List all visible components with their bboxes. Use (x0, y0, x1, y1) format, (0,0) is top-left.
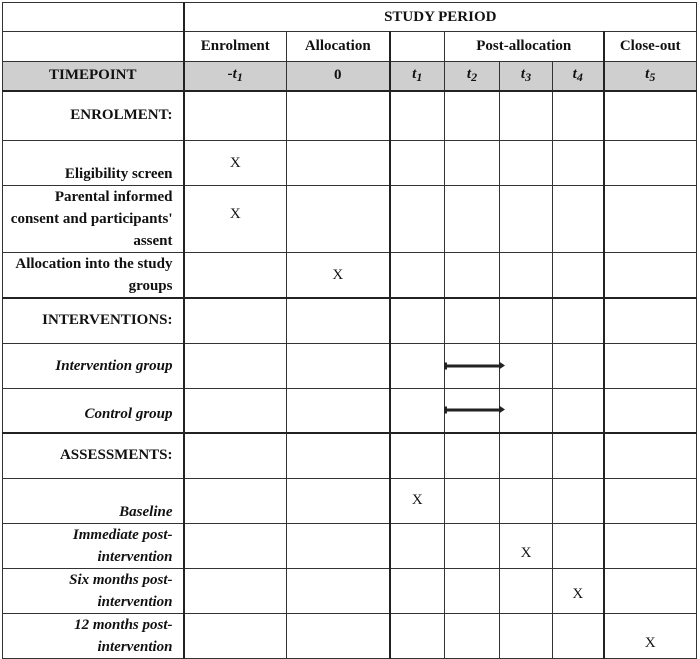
immediate-mark: X (500, 523, 553, 568)
consent-row (3, 186, 697, 253)
intervention-group-label: Intervention group (3, 343, 184, 388)
study-period-header: STUDY PERIOD (184, 3, 697, 32)
six-months-row (3, 568, 697, 613)
section-enrolment: ENROLMENT: (3, 91, 184, 141)
consent-mark: X (184, 186, 287, 253)
phase-header-row (3, 32, 697, 62)
allocation-groups-row (3, 253, 697, 299)
control-group-label: Control group (3, 388, 184, 433)
baseline-mark: X (390, 478, 445, 523)
baseline-label: Baseline (3, 478, 184, 523)
baseline-row (3, 478, 697, 523)
timepoint-label: TIMEPOINT (3, 62, 184, 91)
six-months-mark: X (553, 568, 604, 613)
six-months-label: Six months post-intervention (3, 568, 184, 613)
allocation-header: Allocation (287, 32, 390, 62)
timepoint-t5: $t_5$ (604, 62, 697, 91)
intervention-group-row (3, 343, 697, 388)
spirit-schedule-table (2, 2, 697, 659)
timepoint-allocation: 0 (287, 62, 390, 91)
section-interventions: INTERVENTIONS: (3, 298, 184, 343)
twelve-months-row (3, 613, 697, 658)
consent-label: Parental informed consent and participants' assent (3, 186, 184, 253)
post-allocation-header: Post-allocation (445, 32, 604, 62)
timepoint-t1: $t_1$ (390, 62, 445, 91)
timepoint-t4: $t_4$ (553, 62, 604, 91)
enrolment-header: Enrolment (184, 32, 287, 62)
close-out-header: Close-out (604, 32, 697, 62)
control-group-duration (445, 388, 500, 433)
section-interventions-row (3, 298, 697, 343)
immediate-row (3, 523, 697, 568)
section-assessments: ASSESSMENTS: (3, 433, 184, 478)
intervention-group-duration (445, 343, 500, 388)
eligibility-mark: X (184, 141, 287, 186)
allocation-groups-label: Allocation into the study groups (3, 253, 184, 299)
timepoint-t3: $t_3$ (500, 62, 553, 91)
timepoint-t2: $t_2$ (445, 62, 500, 91)
immediate-label: Immediate post-intervention (3, 523, 184, 568)
control-duration-arrow (445, 409, 501, 412)
allocation-groups-mark: X (287, 253, 390, 299)
timepoint-enrolment: $-t_1$ (184, 62, 287, 91)
twelve-months-mark: X (604, 613, 697, 658)
twelve-months-label: 12 months post-intervention (3, 613, 184, 658)
intervention-duration-arrow (445, 364, 501, 367)
study-period-row (3, 3, 697, 32)
section-assessments-row (3, 433, 697, 478)
control-group-row (3, 388, 697, 433)
eligibility-label: Eligibility screen (3, 141, 184, 186)
section-enrolment-row (3, 91, 697, 141)
timepoint-row (3, 62, 697, 91)
eligibility-row (3, 141, 697, 186)
